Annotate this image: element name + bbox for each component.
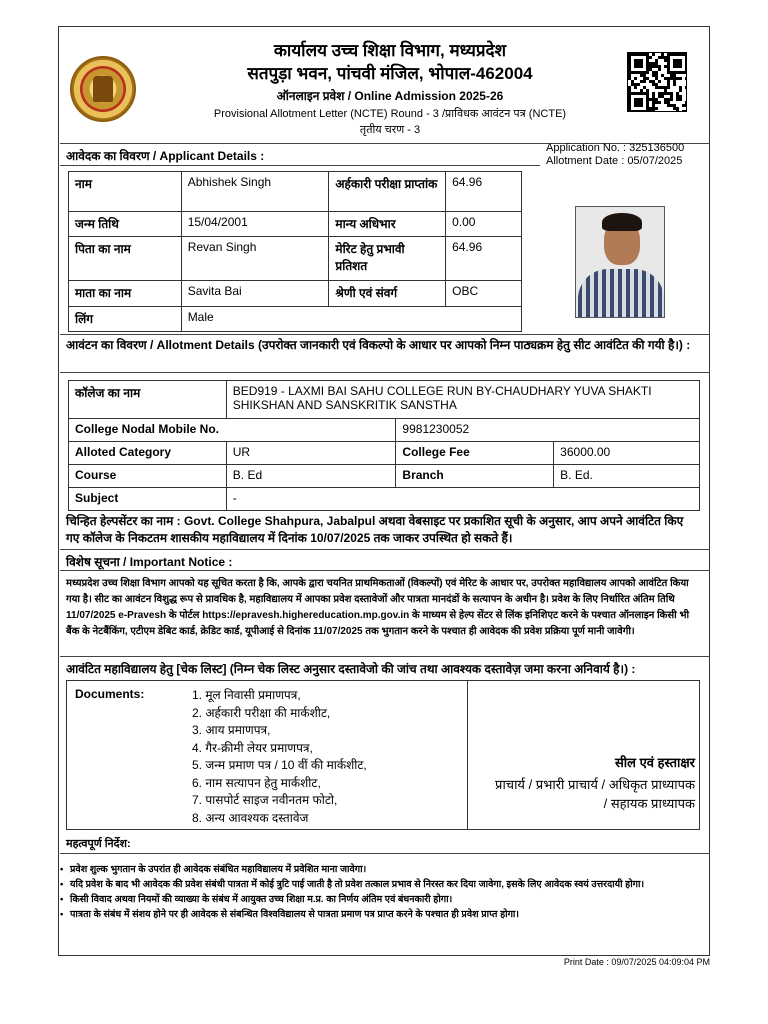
label-course: Course (69, 465, 227, 488)
allotment-date: Allotment Date : 05/07/2025 (546, 155, 683, 167)
value-qualifying-marks: 64.96 (446, 172, 522, 212)
value-course: B. Ed (226, 465, 396, 488)
label-college-fee: College Fee (396, 442, 554, 465)
value-branch: B. Ed. (554, 465, 700, 488)
applicant-photo (575, 206, 665, 318)
table-row (69, 307, 522, 332)
label-name: नाम (69, 172, 182, 212)
table-row (69, 237, 522, 281)
documents-label: Documents: (75, 687, 145, 701)
divider (60, 853, 710, 854)
value-dob: 15/04/2001 (181, 212, 329, 237)
divider (60, 570, 710, 571)
value-father-name: Revan Singh (181, 237, 329, 281)
signatory-line-1: प्राचार्य / प्रभारी प्राचार्य / अधिकृत प्राध्यापक (495, 777, 695, 792)
signatory-designation (465, 775, 695, 813)
divider (60, 165, 540, 166)
print-date: Print Date : 09/07/2025 04:09:04 PM (563, 957, 710, 967)
list-item: 8. अन्य आवश्यक दस्तावेज (192, 810, 309, 825)
allotment-section-title: आवंटन का विवरण / Allotment Details (उपरोक्त जानकारी एवं विकल्पो के आधार पर आपको निम्न पाठ्यक्रम हेतु सीट आवंटित की गयी है।) : (66, 338, 691, 352)
value-subject: - (226, 488, 699, 511)
table-row (69, 281, 522, 307)
list-item: • यदि प्रवेश के बाद भी आवेदक की प्रवेश संबंधी पात्रता में कोई त्रुटि पाई जाती है तो प्रवेश तत्काल प्रभाव से निरस्त कर दिया जावेगा, इसके लिए आवेदक स्वयं उत्तरदायी होगा। (70, 877, 700, 892)
helpcenter-info: चिन्हित हेल्पसेंटर का नाम : Govt. College Shahpura, Jabalpul अथवा वेबसाइट पर प्रकाशित सूची के अनुसार, आप अपने आवंटित किए गए कॉलेज के निकटतम शासकीय महाविद्यालय में दिनांक 10/07/2025 तक जाकर उपस्थित हो सकते हैं। (66, 514, 684, 545)
label-subject: Subject (69, 488, 227, 511)
label-dob: जन्म तिथि (69, 212, 182, 237)
divider (60, 372, 710, 373)
office-address: सतपुड़ा भवन, पांचवी मंजिल, भोपाल-462004 (247, 64, 533, 83)
instructions-title: महत्वपूर्ण निर्देश: (66, 838, 131, 850)
documents-list (192, 687, 367, 827)
label-mother-name: माता का नाम (69, 281, 182, 307)
list-item: 7. पासपोर्ट साइज नवीनतम फोटो, (192, 793, 338, 807)
value-name: Abhishek Singh (181, 172, 329, 212)
application-number: Application No. : 325136500 (546, 142, 685, 154)
value-category: OBC (446, 281, 522, 307)
label-nodal-mobile: College Nodal Mobile No. (69, 419, 396, 442)
table-row (69, 488, 700, 511)
label-father-name: पिता का नाम (69, 237, 182, 281)
value-college-name: BED919 - LAXMI BAI SAHU COLLEGE RUN BY-CHAUDHARY YUVA SHAKTI SHIKSHAN AND SANSKRITIK SANSTHA (226, 381, 699, 419)
list-item: • पात्रता के संबंध में संशय होने पर ही आवेदक से संबन्धित विश्वविद्यालय से पात्रता प्रमाण पत्र प्राप्त करने के पश्चात ही प्रवेश प्राप्त होगा। (70, 907, 700, 922)
label-weightage: मान्य अधिभार (329, 212, 446, 237)
table-row (69, 381, 700, 419)
label-alloted-category: Alloted Category (69, 442, 227, 465)
table-row (69, 465, 700, 488)
list-item: • प्रवेश शुल्क भुगतान के उपरांत ही आवेदक संबंधित महाविद्यालय में प्रवेशित माना जावेगा। (70, 862, 700, 877)
office-title: कार्यालय उच्च शिक्षा विभाग, मध्यप्रदेश (273, 41, 507, 60)
label-college-name: कॉलेज का नाम (69, 381, 227, 419)
mp-emblem-icon (70, 56, 136, 122)
value-gender: Male (181, 307, 521, 332)
instructions-list (70, 862, 700, 922)
letter-title: Provisional Allotment Letter (NCTE) Round - 3 /प्राविधक आवंटन पत्र (NCTE) (213, 108, 567, 120)
seal-signature-title: सील एवं हस्ताक्षर (615, 755, 695, 770)
list-item: • किसी विवाद अथवा नियमों की व्याख्या के संबंध में आयुक्त उच्च शिक्षा म.प्र. का निर्णय अंतिम एवं बंधनकारी होगा। (70, 892, 700, 907)
value-weightage: 0.00 (446, 212, 522, 237)
value-college-fee: 36000.00 (554, 442, 700, 465)
label-qualifying-marks: अर्हकारी परीक्षा प्राप्तांक (329, 172, 446, 212)
value-alloted-category: UR (226, 442, 396, 465)
qr-code-icon (627, 52, 687, 112)
table-row (69, 172, 522, 212)
checklist-title: आवंटित महाविद्यालय हेतु [चेक लिस्ट] (निम्न चेक लिस्ट अनुसार दस्तावेजो की जांच तथा आवश्यक दस्तावेज़ जमा करना अनिवार्य है।) : (66, 662, 636, 676)
list-item: 3. आय प्रमाणपत्र, (192, 723, 271, 737)
value-nodal-mobile: 9981230052 (396, 419, 700, 442)
signatory-line-2: / सहायक प्राध्यापक (603, 796, 695, 811)
list-item: 2. अर्हकारी परीक्षा की मार्कशीट, (192, 705, 331, 720)
notice-title: विशेष सूचना / Important Notice : (66, 555, 233, 569)
list-item: 1. मूल निवासी प्रमाणपत्र, (192, 688, 301, 702)
label-branch: Branch (396, 465, 554, 488)
notice-body: मध्यप्रदेश उच्च शिक्षा विभाग आपको यह सूचित करता है कि, आपके द्वारा चयनित प्राथमिकताओं (विकल्पों) एवं मेरिट के आधार पर, उपरोक्त महाविद्यालय आपको आवंटित किया गया है। सीट का आवंटन विशुद्ध रूप से प्रावधिक है, महाविद्यालय में आपका प्रवेश दस्तावेजों और पात्रता मानदंडों के सत्यापन के अधीन है। प्रवेश के लिए निर्धारित अंतिम तिथि 11/07/2025 e-Pravesh के पोर्टल https://epravesh.highereducation.mp.gov.in के माध्यम से हेल्प सेंटर से लिंक इनिशिएट करने के पश्चात ऑनलाइन किसी भी बैंक के नेटबैंकिंग, एटीएम डेबिट कार्ड, क्रेडिट कार्ड, यूपीआई से दिनांक 11/07/2025 तक भुगतान करने के पश्चात ही आवेदक की प्रवेश प्रक्रिया पूर्ण मानी जावेगी। (66, 578, 690, 637)
value-merit-percent: 64.96 (446, 237, 522, 281)
documents-box (66, 680, 700, 830)
table-row (69, 419, 700, 442)
divider (60, 549, 710, 550)
list-item: 5. जन्म प्रमाण पत्र / 10 वीं की मार्कशीट, (192, 758, 367, 772)
applicant-section-title: आवेदक का विवरण / Applicant Details : (66, 149, 265, 163)
table-row (69, 212, 522, 237)
value-mother-name: Savita Bai (181, 281, 329, 307)
applicant-table (68, 171, 522, 332)
label-merit-percent: मेरिट हेतु प्रभावी प्रतिशत (329, 237, 446, 281)
label-category: श्रेणी एवं संवर्ग (329, 281, 446, 307)
list-item: 4. गैर-क्रीमी लेयर प्रमाणपत्र, (192, 740, 313, 755)
list-item: 6. नाम सत्यापन हेतु मार्कशीट, (192, 775, 321, 790)
label-gender: लिंग (69, 307, 182, 332)
divider (60, 656, 710, 657)
divider (60, 334, 710, 335)
round-title: तृतीय चरण - 3 (359, 124, 421, 136)
table-row (69, 442, 700, 465)
allotment-table (68, 380, 700, 511)
admission-title: ऑनलाइन प्रवेश / Online Admission 2025-26 (276, 89, 504, 103)
